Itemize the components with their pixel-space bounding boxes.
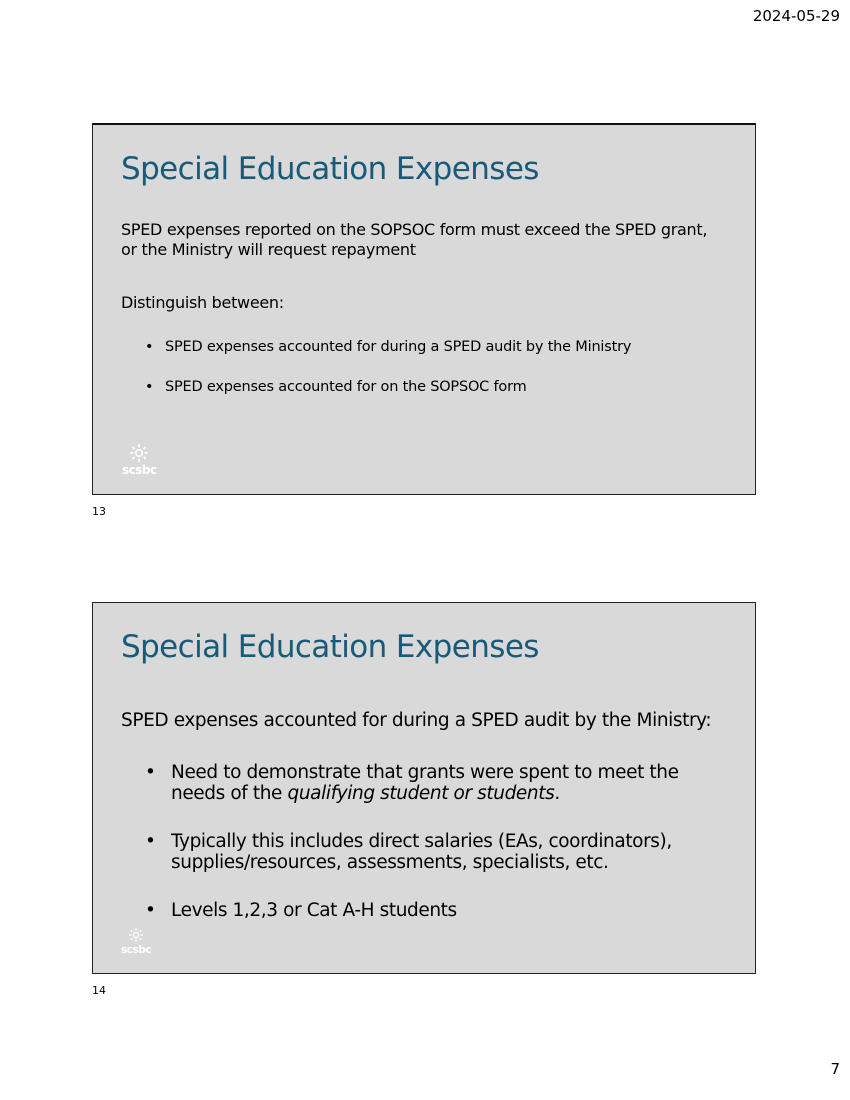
bullet-list bbox=[121, 337, 727, 397]
bullet-text: Need to demonstrate that grants were spent to meet the needs of the bbox=[171, 762, 679, 804]
bullet-icon: • bbox=[145, 762, 156, 783]
slide-subheading: Distinguish between: bbox=[121, 293, 284, 312]
bullet-text: Typically this includes direct salaries (EAs, coordinators), supplies/resources, assessments, specialists, etc. bbox=[171, 831, 672, 873]
slide-intro-block bbox=[121, 710, 727, 732]
bullet-list bbox=[121, 762, 727, 921]
slide-intro: SPED expenses accounted for during a SPED audit by the Ministry: bbox=[121, 710, 712, 731]
slide-13 bbox=[92, 123, 756, 495]
slide-number-label: 13 bbox=[92, 505, 106, 518]
scsbc-logo bbox=[121, 927, 151, 956]
slide-14 bbox=[92, 602, 756, 974]
bullet-icon: • bbox=[145, 831, 156, 852]
bullet-text: SPED expenses accounted for on the SOPSOC form bbox=[165, 379, 527, 395]
scsbc-sun-logo-icon bbox=[128, 443, 150, 463]
bullet-punctuation: . bbox=[554, 783, 560, 804]
list-item bbox=[121, 337, 727, 357]
slide-paragraph: SPED expenses reported on the SOPSOC form must exceed the SPED grant, or the Ministry will request repayment bbox=[121, 220, 708, 259]
page-number: 7 bbox=[830, 1060, 840, 1078]
logo-text: scsbc bbox=[121, 944, 151, 956]
page-date: 2024-05-29 bbox=[752, 7, 840, 25]
bullet-icon: • bbox=[145, 900, 156, 921]
list-item bbox=[121, 831, 727, 873]
bullet-text: Levels 1,2,3 or Cat A-H students bbox=[171, 900, 457, 921]
list-item bbox=[121, 377, 727, 397]
list-item bbox=[121, 762, 727, 804]
slide-title: Special Education Expenses bbox=[121, 151, 539, 187]
logo-text: scsbc bbox=[122, 463, 157, 477]
bullet-emphasis: qualifying student or students bbox=[287, 783, 555, 804]
list-item bbox=[121, 900, 727, 921]
slide-number-label: 14 bbox=[92, 984, 106, 997]
scsbc-logo bbox=[122, 443, 157, 476]
bullet-text: SPED expenses accounted for during a SPED audit by the Ministry bbox=[165, 339, 632, 355]
bullet-icon: • bbox=[145, 379, 154, 395]
bullet-icon: • bbox=[145, 339, 154, 355]
slide-body bbox=[121, 220, 727, 260]
slide-title: Special Education Expenses bbox=[121, 629, 539, 665]
scsbc-sun-logo-icon bbox=[127, 927, 145, 943]
slide-subheading-block bbox=[121, 293, 727, 313]
